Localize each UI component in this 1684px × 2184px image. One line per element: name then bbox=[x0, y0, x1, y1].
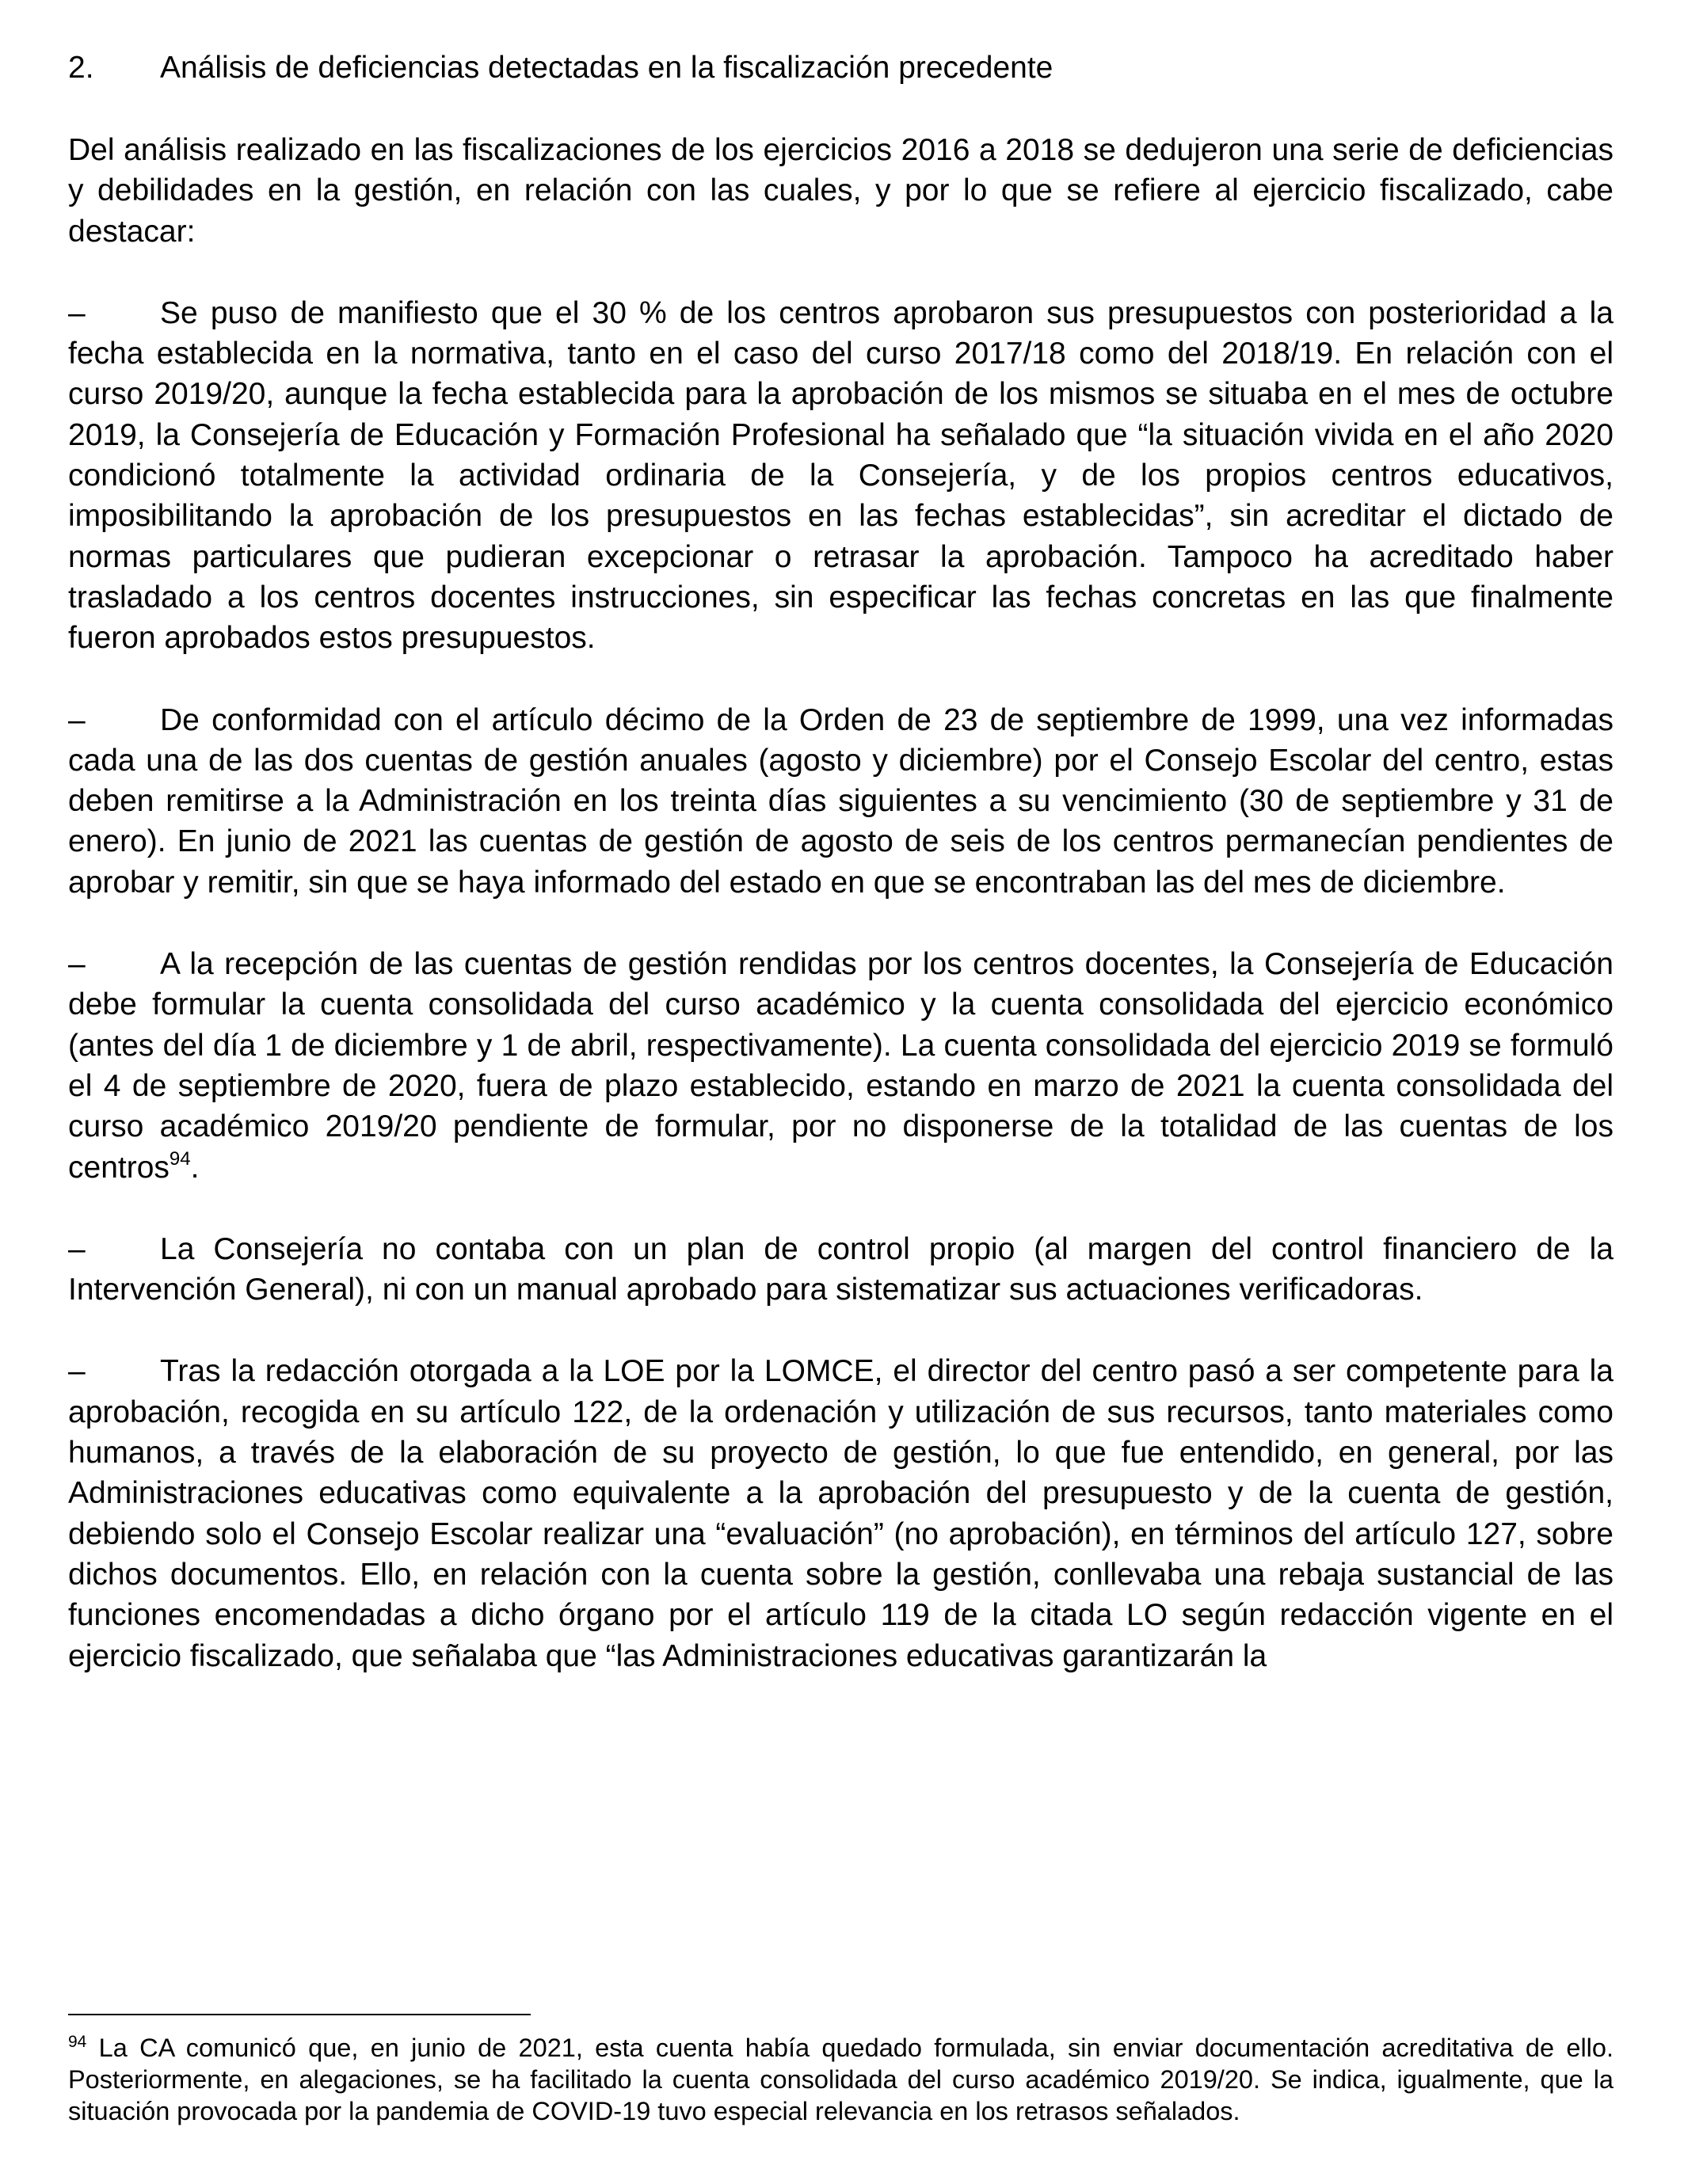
bullet-item bbox=[68, 700, 1614, 903]
bullet-text: Tras la redacción otorgada a la LOE por la LOMCE, el director del centro pasó a ser competente para la aprobación, recogida en su artículo 122, de la ordenación y utilización de sus recursos, tanto materiales como humanos, a través de la elaboración de su proyecto de gestión, lo que fue entendido, en general, por las Administraciones educativas como equivalente a la aprobación del presupuesto y de la cuenta de gestión, debiendo solo el Consejo Escolar realizar una “evaluación” (no aprobación), en términos del artículo 127, sobre dichos documentos. Ello, en relación con la cuenta sobre la gestión, conllevaba una rebaja sustancial de las funciones encomendadas a dicho órgano por el artículo 119 de la citada LO según redacción vigente en el ejercicio fiscalizado, que señalaba que “las Administraciones educativas garantizarán la bbox=[68, 1354, 1614, 1673]
bullet-item bbox=[68, 944, 1614, 1188]
bullet-item bbox=[68, 293, 1614, 659]
footnote-reference[interactable]: 94 bbox=[169, 1147, 191, 1170]
document-page bbox=[68, 48, 1614, 1718]
bullet-item bbox=[68, 1229, 1614, 1311]
section-number: 2. bbox=[68, 51, 94, 85]
footnote-text: La CA comunicó que, en junio de 2021, esta cuenta había quedado formulada, sin enviar documentación acreditativa de ello. Posteriormente, en alegaciones, se ha facilitado la cuenta consolidada del curso académico 2019/20. Se indica, igualmente, que la situación provocada por la pandemia de COVID-19 tuvo especial relevancia en los retrasos señalados. bbox=[68, 2034, 1614, 2125]
bullet-item bbox=[68, 1351, 1614, 1676]
sentence-end: . bbox=[190, 1150, 200, 1185]
section-heading bbox=[68, 48, 1614, 89]
footnote-separator bbox=[68, 2014, 531, 2015]
dash-marker: – bbox=[68, 1354, 86, 1389]
section-title: Análisis de deficiencias detectadas en la fiscalización precedente bbox=[160, 51, 1053, 85]
footnote bbox=[68, 2032, 1614, 2127]
footnote-number: 94 bbox=[68, 2033, 87, 2051]
bullet-text: A la recepción de las cuentas de gestión rendidas por los centros docentes, la Consejería de Educación debe formular la cuenta consolidada del curso académico y la cuenta consolidada del ejercicio económico (antes del día 1 de diciembre y 1 de abril, respectivamente). La cuenta consolidada del ejercicio 2019 se formuló el 4 de septiembre de 2020, fuera de plazo establecido, estando en marzo de 2021 la cuenta consolidada del curso académico 2019/20 pendiente de formular, por no disponerse de la totalidad de las cuentas de los centros bbox=[68, 947, 1614, 1185]
bullet-text: De conformidad con el artículo décimo de la Orden de 23 de septiembre de 1999, una vez informadas cada una de las dos cuentas de gestión anuales (agosto y diciembre) por el Consejo Escolar del centro, estas deben remitirse a la Administración en los treinta días siguientes a su vencimiento (30 de septiembre y 31 de enero). En junio de 2021 las cuentas de gestión de agosto de seis de los centros permanecían pendientes de aprobar y remitir, sin que se haya informado del estado en que se encontraban las del mes de diciembre. bbox=[68, 702, 1614, 900]
dash-marker: – bbox=[68, 1231, 86, 1266]
dash-marker: – bbox=[68, 947, 86, 982]
dash-marker: – bbox=[68, 702, 86, 737]
bullet-text: Se puso de manifiesto que el 30 % de los centros aprobaron sus presupuestos con posterioridad a la fecha establecida en la normativa, tanto en el caso del curso 2017/18 como del 2018/19. En relación con el curso 2019/20, aunque la fecha establecida para la aprobación de los mismos se situaba en el mes de octubre 2019, la Consejería de Educación y Formación Profesional ha señalado que “la situación vivida en el año 2020 condicionó totalmente la actividad ordinaria de la Consejería, y de los propios centros educativos, imposibilitando la aprobación de los presupuestos en las fechas establecidas”, sin acreditar el dictado de normas particulares que pudieran excepcionar o retrasar la aprobación. Tampoco ha acreditado haber trasladado a los centros docentes instrucciones, sin especificar las fechas concretas en las que finalmente fueron aprobados estos presupuestos. bbox=[68, 295, 1614, 656]
bullet-text: La Consejería no contaba con un plan de control propio (al margen del control financiero de la Intervención General), ni con un manual aprobado para sistematizar sus actuaciones verificadoras. bbox=[68, 1231, 1614, 1307]
intro-paragraph: Del análisis realizado en las fiscalizaciones de los ejercicios 2016 a 2018 se dedujeron una serie de deficiencias y debilidades en la gestión, en relación con las cuales, y por lo que se refiere al ejercicio fiscalizado, cabe destacar: bbox=[68, 133, 1614, 249]
dash-marker: – bbox=[68, 295, 86, 330]
